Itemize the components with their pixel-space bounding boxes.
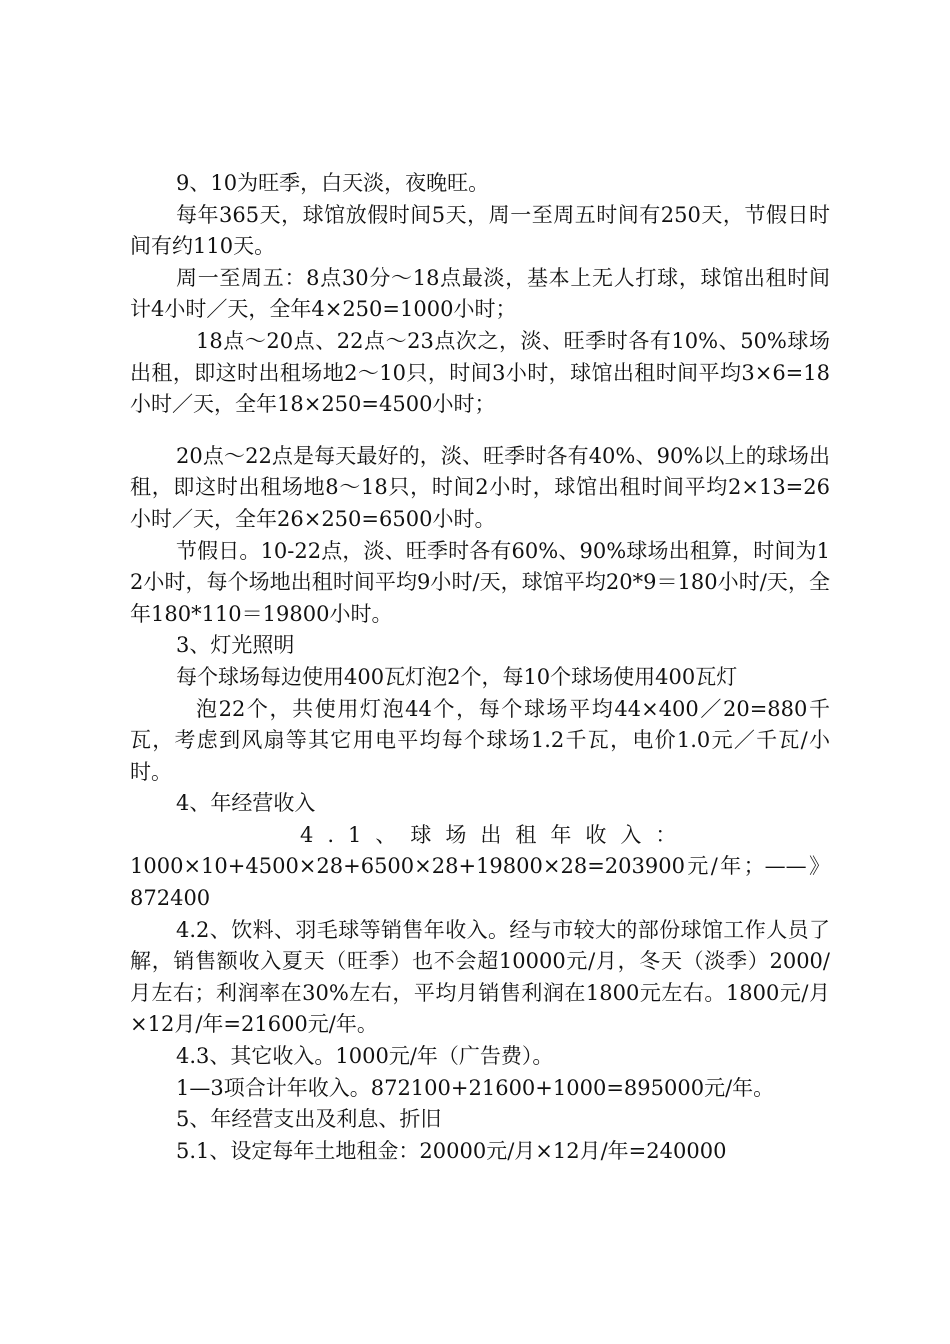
paragraph-other-income: 4.3、其它收入。1000元/年（广告费）。 <box>176 1044 554 1069</box>
paragraph-land-rent: 5.1、设定每年土地租金：20000元/月×12月/年=240000 <box>176 1138 727 1163</box>
paragraph-court-rental-title: 4.1、球场出租年收入： <box>300 822 691 847</box>
heading-lighting: 3、灯光照明 <box>176 633 295 658</box>
paragraph-annual-days: 每年365天，球馆放假时间5天，周一至周五时间有250天，节假日时间有约110天。 <box>130 202 830 259</box>
paragraph-sales-income: 4.2、饮料、羽毛球等销售年收入。经与市较大的部份球馆工作人员了解，销售额收入夏天（旺季）也不会超10000元/月，冬天（淡季）2000/月左右；利润率在30%左右，平均月销售利润在1800元左右。1800元/月×12月/年=21600元/年。 <box>130 917 830 1037</box>
heading-expenses: 5、年经营支出及利息、折旧 <box>176 1107 442 1132</box>
paragraph-lighting-bulbs: 每个球场每边使用400瓦灯泡2个，每10个球场使用400瓦灯 <box>176 664 738 689</box>
paragraph-total-income: 1—3项合计年收入。872100+21600+1000=895000元/年。 <box>176 1075 775 1100</box>
paragraph-peak-season: 9、10为旺季，白天淡，夜晚旺。 <box>176 171 490 195</box>
paragraph-weekday-mid: 18点～20点、22点～23点次之，淡、旺季时各有10%、50%球场出租，即这时出租场地2～10只，时间3小时，球馆出租时间平均3×6=18小时／天，全年18×250=4500小时； <box>130 328 830 417</box>
paragraph-weekday-peak: 20点～22点是每天最好的，淡、旺季时各有40%、90%以上的球场出租，即这时出租场地8～18只，时间2小时，球馆出租时间平均2×13=26小时／天，全年26×250=6500小时。 <box>130 443 830 531</box>
paragraph-weekday-low: 周一至周五：8点30分～18点最淡，基本上无人打球，球馆出租时间计4小时／天，全年4×250=1000小时； <box>130 265 830 322</box>
paragraph-court-rental-formula: 1000×10+4500×28+6500×28+19800×28=203900元/年；——》872400 <box>130 854 830 911</box>
paragraph-lighting-power: 泡22个，共使用灯泡44个，每个球场平均44×400／20=880千瓦，考虑到风扇等其它用电平均每个球场1.2千瓦，电价1.0元／千瓦/小时。 <box>130 696 830 784</box>
paragraph-holidays: 节假日。10-22点，淡、旺季时各有60%、90%球场出租算，时间为12小时，每个场地出租时间平均9小时/天，球馆平均20*9＝180小时/天，全年180*110＝19800小时。 <box>130 538 830 626</box>
heading-annual-income: 4、年经营收入 <box>176 791 316 816</box>
document-body <box>130 168 830 1167</box>
